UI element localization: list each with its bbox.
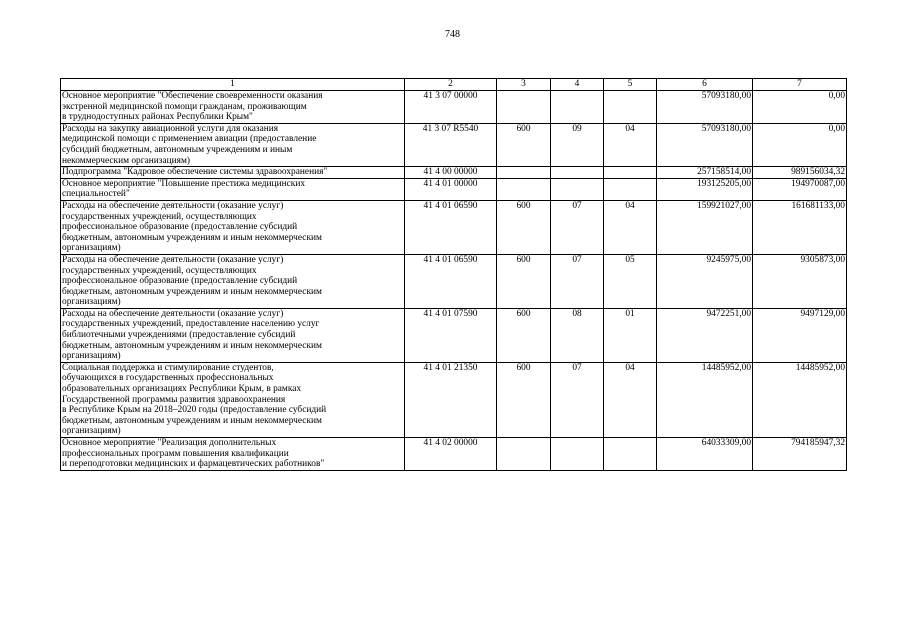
target-article-code: 41 4 01 21350: [405, 362, 497, 437]
description-line: экстренной медицинской помощи гражданам, проживающим: [62, 101, 307, 112]
section-code: 07: [551, 200, 604, 254]
target-article-code: 41 4 01 00000: [405, 178, 497, 200]
row-description: [61, 167, 405, 179]
description-line: организациям): [62, 426, 121, 437]
target-article-code: 41 4 01 06590: [405, 254, 497, 308]
expense-type-code: 600: [497, 254, 551, 308]
subsection-code: [604, 438, 657, 471]
amount-year-1: 57093180,00: [657, 91, 753, 124]
expense-type-code: [497, 91, 551, 124]
description-line: бюджетным, автономным учреждениям и иным некоммерческим: [62, 232, 322, 243]
subsection-code: 04: [604, 362, 657, 437]
description-line: государственных учреждений, осуществляющих: [62, 265, 257, 276]
amount-year-1: 257158514,00: [657, 167, 753, 179]
row-description: [61, 308, 405, 362]
description-line: бюджетным, автономным учреждениям и иным некоммерческим: [62, 286, 322, 297]
subsection-code: [604, 178, 657, 200]
description-line: профессиональное образование (предоставление субсидий: [62, 222, 298, 233]
column-header: 6: [657, 79, 753, 91]
amount-year-2: 0,00: [753, 123, 847, 166]
column-header: 7: [753, 79, 847, 91]
subsection-code: 04: [604, 200, 657, 254]
target-article-code: 41 3 07 R5540: [405, 123, 497, 166]
table-row: [61, 178, 847, 200]
amount-year-2: 794185947,32: [753, 438, 847, 471]
target-article-code: 41 4 00 00000: [405, 167, 497, 179]
description-line: образовательных организациях Республики Крым, в рамках: [62, 384, 302, 395]
description-line: специальностей": [62, 189, 130, 200]
description-line: Основное мероприятие "Повышение престижа медицинских: [62, 178, 306, 189]
page-number: 748: [445, 29, 460, 40]
amount-year-1: 159921027,00: [657, 200, 753, 254]
section-code: [551, 91, 604, 124]
description-line: организациям): [62, 351, 121, 362]
amount-year-1: 9472251,00: [657, 308, 753, 362]
amount-year-2: 989156034,32: [753, 167, 847, 179]
table-row: [61, 167, 847, 179]
subsection-code: 05: [604, 254, 657, 308]
column-header: 3: [497, 79, 551, 91]
description-line: обучающихся в государственных профессиональных: [62, 373, 274, 384]
budget-table: [60, 78, 847, 471]
description-line: государственных учреждений, осуществляющих: [62, 211, 257, 222]
section-code: [551, 178, 604, 200]
expense-type-code: 600: [497, 200, 551, 254]
table-body: [61, 91, 847, 471]
amount-year-1: 9245975,00: [657, 254, 753, 308]
amount-year-2: 9497129,00: [753, 308, 847, 362]
description-line: бюджетным, автономным учреждениям и иным некоммерческим: [62, 340, 322, 351]
row-description: [61, 91, 405, 124]
expense-type-code: [497, 438, 551, 471]
description-line: в Республике Крым на 2018–2020 годы (предоставление субсидий: [62, 405, 327, 416]
section-code: 09: [551, 123, 604, 166]
amount-year-2: 0,00: [753, 91, 847, 124]
description-line: Основное мероприятие "Реализация дополнительных: [62, 438, 277, 448]
description-line: организациям): [62, 297, 121, 308]
description-line: Расходы на обеспечение деятельности (оказание услуг): [62, 308, 284, 319]
expense-type-code: 600: [497, 308, 551, 362]
row-description: [61, 438, 405, 471]
description-line: Подпрограмма "Кадровое обеспечение системы здравоохранения": [62, 167, 328, 178]
section-code: 07: [551, 254, 604, 308]
table-row: [61, 200, 847, 254]
description-line: бюджетным, автономным учреждениям и иным некоммерческим: [62, 415, 322, 426]
column-header: 5: [604, 79, 657, 91]
amount-year-2: 9305873,00: [753, 254, 847, 308]
description-line: Расходы на обеспечение деятельности (оказание услуг): [62, 200, 284, 211]
row-description: [61, 362, 405, 437]
description-line: Расходы на закупку авиационной услуги для оказания: [62, 123, 279, 134]
row-description: [61, 254, 405, 308]
table-row: [61, 362, 847, 437]
description-line: организациям): [62, 243, 121, 254]
target-article-code: 41 4 02 00000: [405, 438, 497, 471]
target-article-code: 41 3 07 00000: [405, 91, 497, 124]
column-header: 4: [551, 79, 604, 91]
description-line: некоммерческим организациям): [62, 155, 191, 166]
amount-year-2: 194970087,00: [753, 178, 847, 200]
amount-year-1: 193125205,00: [657, 178, 753, 200]
description-line: медицинской помощи с применением авиации (предоставление: [62, 134, 317, 145]
subsection-code: [604, 91, 657, 124]
description-line: библиотечными учреждениями (предоставление субсидий: [62, 330, 296, 341]
table-row: [61, 91, 847, 124]
description-line: профессиональных программ повышения квалификации: [62, 448, 289, 459]
description-line: государственных учреждений, предоставление населению услуг: [62, 319, 320, 330]
row-description: [61, 178, 405, 200]
table-row: [61, 438, 847, 471]
amount-year-1: 64033309,00: [657, 438, 753, 471]
subsection-code: 01: [604, 308, 657, 362]
column-number-row: [61, 79, 847, 91]
amount-year-1: 57093180,00: [657, 123, 753, 166]
description-line: Основное мероприятие "Обеспечение своевременности оказания: [62, 91, 323, 101]
amount-year-2: 161681133,00: [753, 200, 847, 254]
amount-year-2: 14485952,00: [753, 362, 847, 437]
expense-type-code: 600: [497, 123, 551, 166]
row-description: [61, 123, 405, 166]
description-line: субсидий бюджетным, автономным учреждениям и иным: [62, 144, 293, 155]
section-code: 08: [551, 308, 604, 362]
expense-type-code: 600: [497, 362, 551, 437]
table-row: [61, 308, 847, 362]
description-line: и переподготовки медицинских и фармацевтических работников": [62, 459, 325, 470]
section-code: 07: [551, 362, 604, 437]
description-line: Социальная поддержка и стимулирование студентов,: [62, 362, 274, 373]
description-line: Государственной программы развития здравоохранения: [62, 394, 286, 405]
target-article-code: 41 4 01 06590: [405, 200, 497, 254]
subsection-code: [604, 167, 657, 179]
description-line: профессиональное образование (предоставление субсидий: [62, 276, 298, 287]
target-article-code: 41 4 01 07590: [405, 308, 497, 362]
amount-year-1: 14485952,00: [657, 362, 753, 437]
section-code: [551, 167, 604, 179]
column-header: 1: [61, 79, 405, 91]
column-header: 2: [405, 79, 497, 91]
table-row: [61, 254, 847, 308]
description-line: Расходы на обеспечение деятельности (оказание услуг): [62, 254, 284, 265]
expense-type-code: [497, 178, 551, 200]
expense-type-code: [497, 167, 551, 179]
description-line: в труднодоступных районах Республики Крым": [62, 112, 253, 123]
section-code: [551, 438, 604, 471]
row-description: [61, 200, 405, 254]
subsection-code: 04: [604, 123, 657, 166]
table-row: [61, 123, 847, 166]
